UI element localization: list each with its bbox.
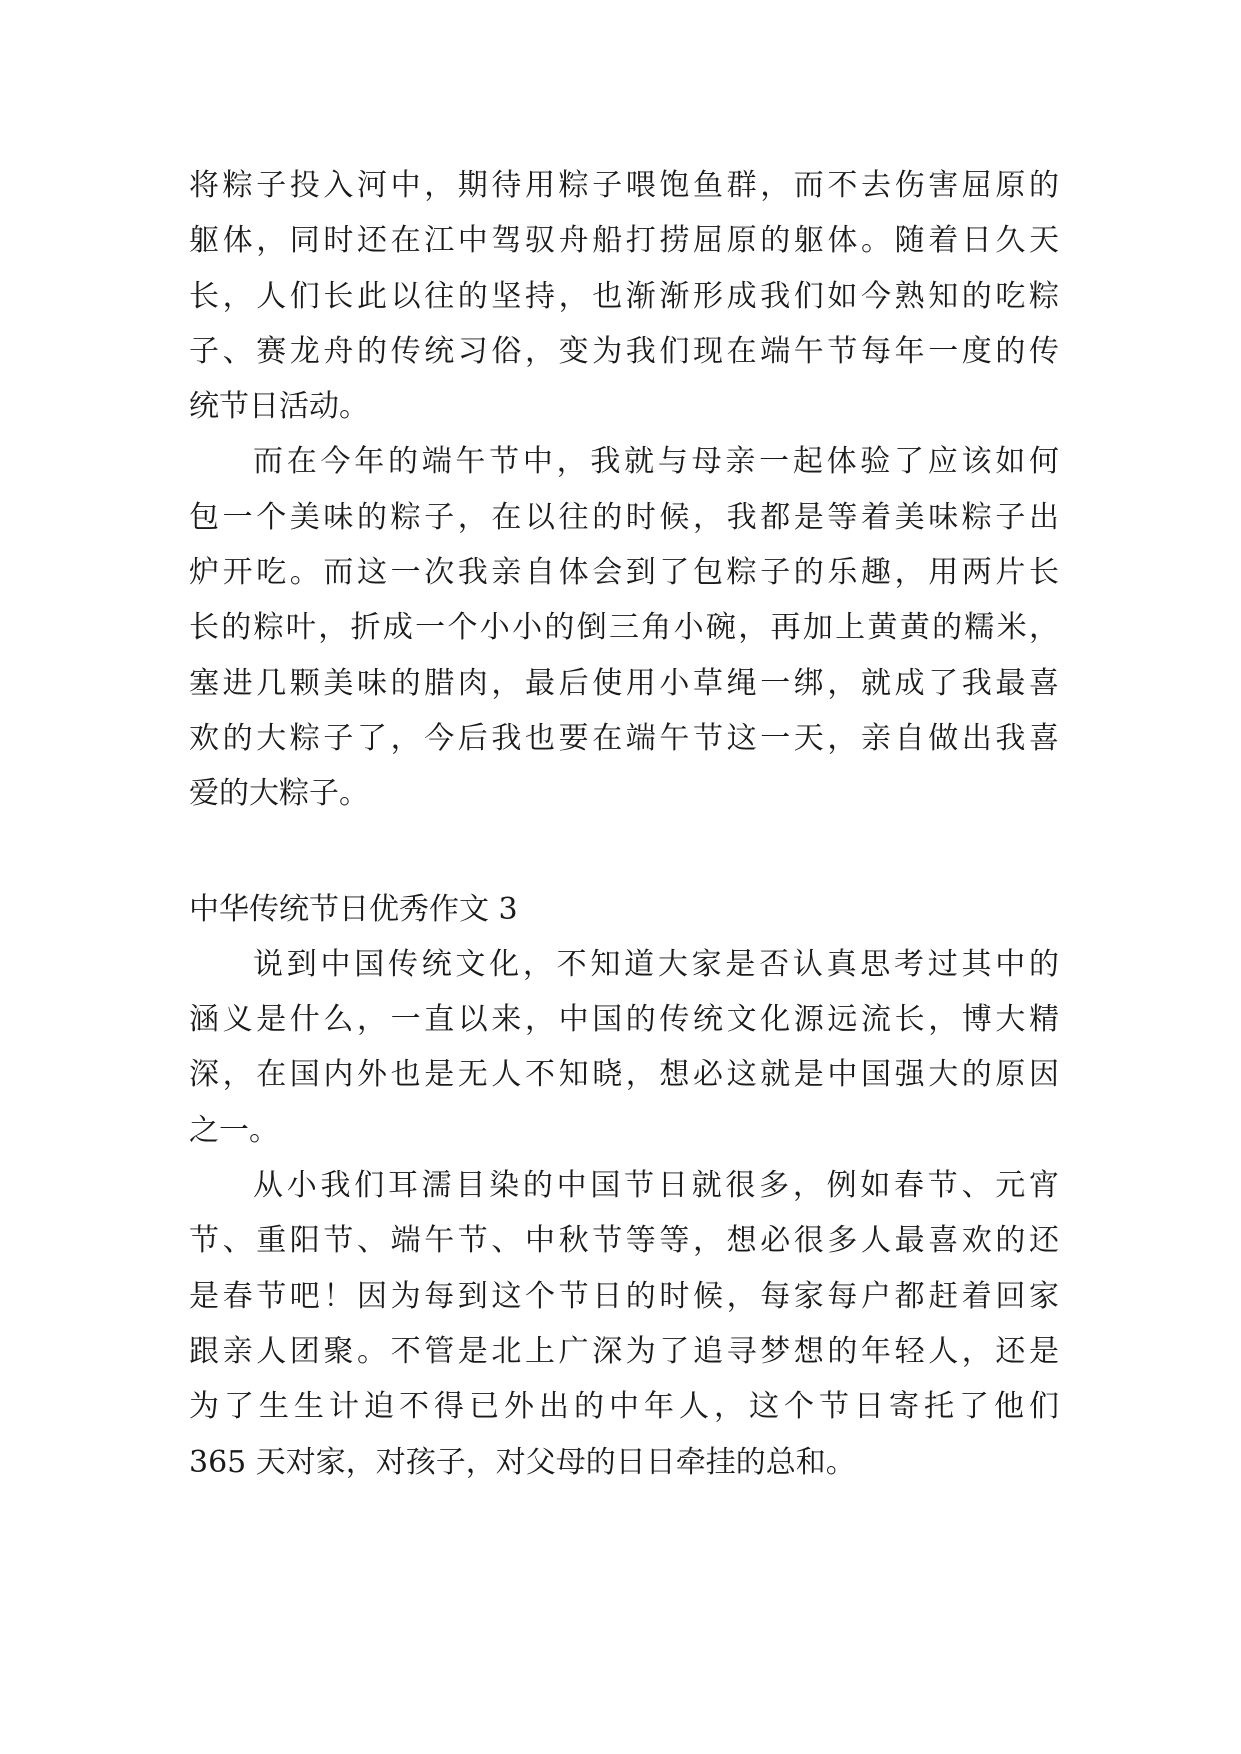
paragraph-line: 将粽子投入河中，期待用粽子喂饱鱼群，而不去伤害屈原的 [189,168,1059,203]
paragraph-line: 是春节吧！因为每到这个节日的时候，每家每户都赶着回家 [189,1278,1059,1314]
paragraph-line: 躯体，同时还在江中驾驭舟船打捞屈原的躯体。随着日久天 [189,223,1059,259]
paragraph-line: 之一。 [189,1112,279,1148]
paragraph-line: 欢的大粽子了，今后我也要在端午节这一天，亲自做出我喜 [189,720,1059,756]
paragraph-3 [189,937,1059,1158]
paragraph-line: 爱的大粽子。 [189,776,369,812]
paragraph-4 [189,1158,1059,1490]
paragraph-line: 长的粽叶，折成一个小小的倒三角小碗，再加上黄黄的糯米， [189,610,1059,646]
paragraph-line: 长，人们长此以往的坚持，也渐渐形成我们如今熟知的吃粽 [189,278,1059,314]
paragraph-line: 涵义是什么，一直以来，中国的传统文化源远流长，博大精 [189,1002,1059,1038]
paragraph-line: 而在今年的端午节中，我就与母亲一起体验了应该如何 [253,444,1059,480]
paragraph-2 [189,434,1059,821]
paragraph-1 [189,158,1059,434]
paragraph-line: 跟亲人团聚。不管是北上广深为了追寻梦想的年轻人，还是 [189,1333,1059,1369]
paragraph-line: 从小我们耳濡目染的中国节日就很多，例如春节、元宵 [253,1168,1059,1204]
paragraph-line: 为了生生计迫不得已外出的中年人，这个节日寄托了他们 [189,1389,1059,1425]
paragraph-line: 包一个美味的粽子，在以往的时候，我都是等着美味粽子出 [189,499,1059,535]
paragraph-line: 节、重阳节、端午节、中秋节等等，想必很多人最喜欢的还 [189,1223,1059,1259]
section-heading: 中华传统节日优秀作文 3 [189,891,518,927]
paragraph-line: 365 天对家，对孩子，对父母的日日牵挂的总和。 [189,1444,856,1480]
paragraph-line: 塞进几颗美味的腊肉，最后使用小草绳一绑，就成了我最喜 [189,665,1059,701]
paragraph-line: 说到中国传统文化，不知道大家是否认真思考过其中的 [253,946,1059,982]
paragraph-line: 炉开吃。而这一次我亲自体会到了包粽子的乐趣，用两片长 [189,555,1059,591]
paragraph-line: 统节日活动。 [189,389,369,425]
document-body [189,158,1059,1490]
paragraph-line: 子、赛龙舟的传统习俗，变为我们现在端午节每年一度的传 [189,333,1059,369]
section-spacer [189,822,1059,882]
paragraph-line: 深，在国内外也是无人不知晓，想必这就是中国强大的原因 [189,1057,1059,1093]
